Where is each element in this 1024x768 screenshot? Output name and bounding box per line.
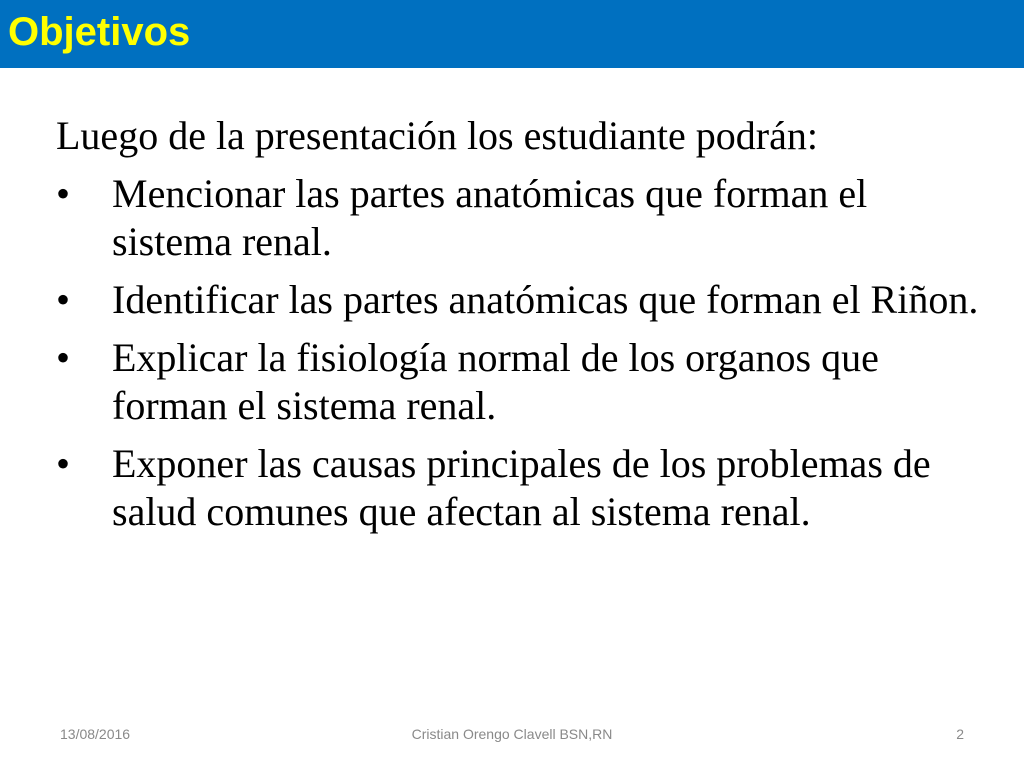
objectives-list (56, 170, 986, 536)
list-item-text: Identificar las partes anatómicas que forman el Riñon. (112, 277, 979, 322)
bullet-icon: • (56, 171, 71, 216)
intro-text: Luego de la presentación los estudiante podrán: (56, 113, 818, 158)
footer-date: 13/08/2016 (60, 726, 131, 742)
bullet-icon: • (56, 441, 71, 486)
list-item-text: Mencionar las partes anatómicas que forman el sistema renal. (112, 171, 868, 264)
list-item (56, 440, 986, 536)
list-item (56, 334, 986, 430)
page-number: 2 (956, 726, 964, 742)
title-bar (0, 0, 1024, 68)
footer-author: Cristian Orengo Clavell BSN,RN (411, 726, 613, 742)
slide-content (56, 112, 986, 546)
slide-footer (0, 722, 1024, 746)
bullet-icon: • (56, 335, 71, 380)
list-item-text: Exponer las causas principales de los problemas de salud comunes que afectan al sistema renal. (112, 441, 931, 534)
bullet-icon: • (56, 277, 71, 322)
list-item (56, 170, 986, 266)
list-item-text: Explicar la fisiología normal de los organos que forman el sistema renal. (112, 335, 879, 428)
slide-title: Objetivos (8, 10, 191, 54)
list-item (56, 276, 986, 324)
